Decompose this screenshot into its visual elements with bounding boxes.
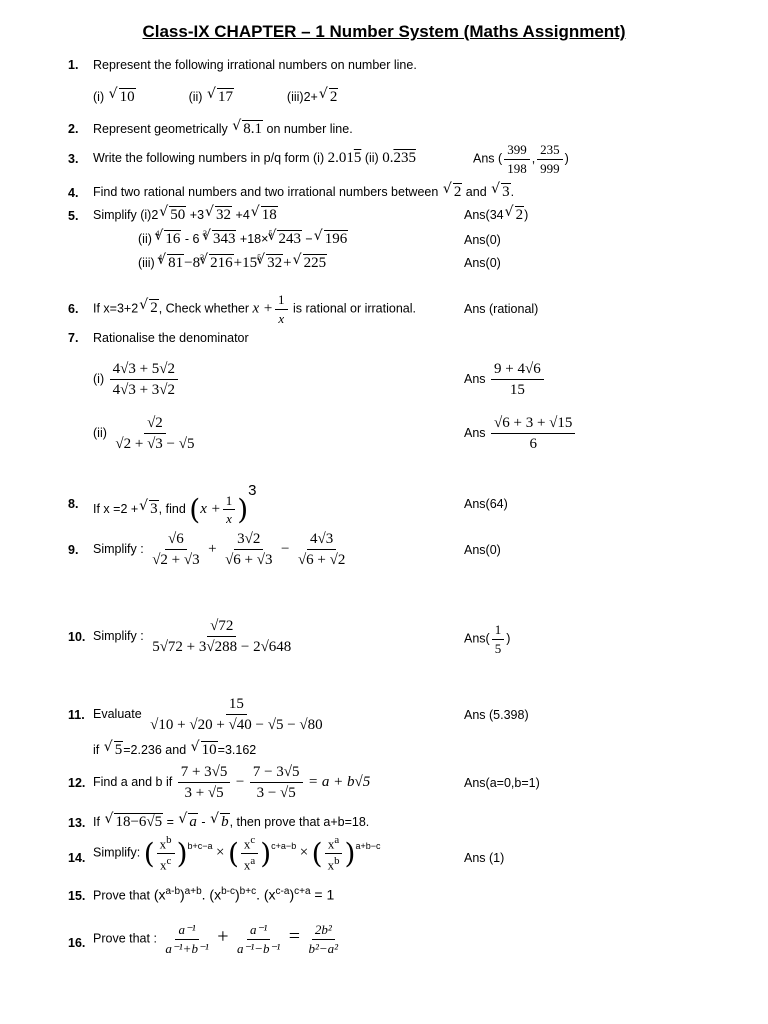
question-text: Evaluate $\frac{15}{√10 + √20 + √40 - √5 - √80}$: [93, 696, 323, 733]
question-number: 16.: [68, 936, 86, 950]
answer: Ans(0): [464, 543, 501, 557]
answer: Ans (1): [464, 851, 505, 865]
question-number: 8.: [68, 497, 79, 511]
question-text: Represent geometrically √ 8.1 on number line.: [93, 120, 353, 138]
page-title: Class-IX CHAPTER – 1 Number System (Maths Assignment): [142, 22, 626, 41]
question-text: Find a and b if $\frac{7 + 3√5}{3 + √5}$ − $\frac{7 - 3√5}{3 - √5}$ = a + b√5: [93, 764, 371, 801]
answer: Ans $\frac{√6 + 3 + √15}{6}$: [464, 414, 577, 453]
answer: Ans $\frac{9 + 4√6}{15}$: [464, 360, 546, 399]
q7-part-ii: (ii) $\frac{√2}{√2 + √3 - √5}$: [93, 415, 195, 452]
question-text: Represent the following irrational numbers on number line.: [93, 58, 417, 72]
question-text: If x=3+2√ 2, Check whether x + $\frac{1}{x}$ is rational or irrational.: [93, 292, 416, 326]
answer: Ans(0): [464, 256, 501, 270]
answer: Ans (5.398): [464, 708, 529, 722]
sqrt-expression: √ 17: [207, 88, 234, 106]
answer: Ans(0): [464, 233, 501, 247]
question-text: Write the following numbers in p/q form (i) 2.015 (ii) 0.235: [93, 150, 416, 166]
q5-part-iii: (iii) $^4$√ $81-8^3√$ $216+15^5√$ 32+√ 225: [138, 254, 327, 272]
question-number: 15.: [68, 889, 86, 903]
answer: Ans(a=0,b=1): [464, 776, 540, 790]
sqrt-expression: √ 2: [319, 88, 339, 106]
question-text: Simplify : $\frac{√6}{√2 + √3}$ + $\frac{3√2}{√6 + √3}$ − $\frac{4√3}{√6 + √2}$: [93, 531, 346, 568]
question-text: Prove that $(x^{a-b})^{a+b}$. $(x^{b-c})^{b+c}$. $(x^{c-a})^{c+a} = 1$: [93, 886, 335, 903]
question-text: Simplify: ( $\frac{x^b}{x^c}$ )$^{b+c-a}$ × ( $\frac{x^c}{x^a}$ )$^{c+a-b}$ × ( $\frac{x^a}{x^b}$ )$^{a+b-c}$: [93, 834, 381, 873]
answer: Ans (rational): [464, 302, 539, 316]
question-number: 4.: [68, 186, 79, 200]
question-number: 9.: [68, 543, 79, 557]
question-text: Find two rational numbers and two irrational numbers between √ 2 and √ 3.: [93, 183, 514, 201]
question-number: 6.: [68, 302, 79, 316]
question-text: Simplify (i)2√ 50 +3√ 32 +4√ 18: [93, 206, 278, 224]
question-number: 1.: [68, 58, 79, 72]
question-text: If x =2 +√ 3, find (x + $\frac{1}{x}$ )3: [93, 482, 257, 527]
question-text: If √ 18−6√5 = √ a - √ b, then prove that a+b=18.: [93, 813, 369, 831]
q11-given: if √ 5=2.236 and √ 10=3.162: [93, 741, 256, 759]
question-text: Simplify : $\frac{√72}{5√72 + 3√288 - 2√648}$: [93, 618, 292, 655]
question-number: 11.: [68, 708, 85, 722]
question-number: 2.: [68, 122, 79, 136]
q5-part-ii: (ii) $^4$√ 16 - 6 $^3$√ 343 +18×$^5$√ 243 −√ 196: [138, 230, 348, 248]
question-text: Prove that : $\frac{\text{a⁻¹}}{\text{a⁻¹+b⁻¹}}$ + $\frac{\text{a⁻¹}}{\text{a⁻¹−b⁻¹}}$ = $\frac{\text{2b²}}{\text{b²−a²}}$: [93, 922, 339, 956]
answer: Ans(64): [464, 497, 508, 511]
question-number: 13.: [68, 816, 86, 830]
sqrt-expression: √ 10: [109, 88, 136, 106]
answer: Ans( $\frac{1}{5}$ ): [464, 622, 511, 656]
question-number: 12.: [68, 776, 86, 790]
answer: Ans(34√ 2): [464, 206, 528, 224]
question-number: 7.: [68, 331, 79, 345]
question-number: 10.: [68, 630, 86, 644]
q7-part-i: (i) $\frac{4√3 + 5√2}{4√3 + 3√2}$: [93, 360, 180, 399]
question-text: Rationalise the denominator: [93, 331, 249, 345]
answer: Ans ( $\frac{399}{198}$ , $\frac{235}{999}$ ): [473, 142, 569, 176]
question-number: 3.: [68, 152, 79, 166]
q1-options: (i) √ 10 (ii) √ 17 (iii)2+√ 2: [93, 88, 338, 106]
question-number: 5.: [68, 209, 79, 223]
sqrt-expression: √ 8.1: [232, 120, 263, 138]
question-number: 14.: [68, 851, 86, 865]
